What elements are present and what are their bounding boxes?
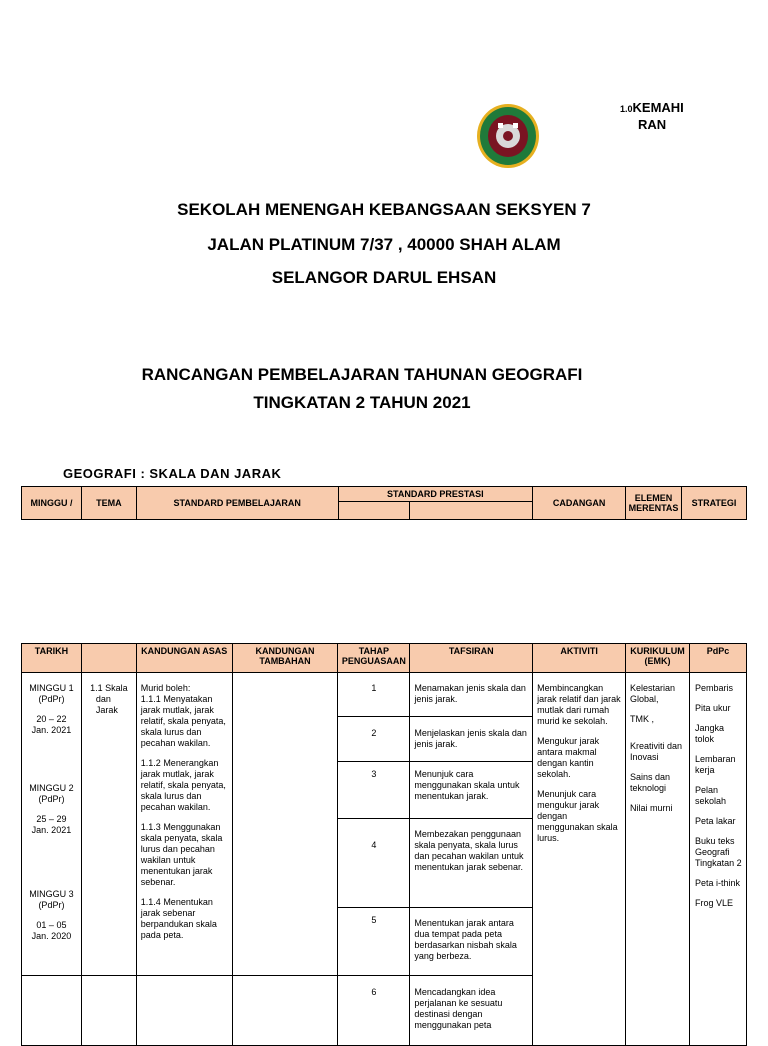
col-tarikh: TARIKH: [22, 644, 82, 673]
week-3: MINGGU 3 (PdPr) 01 – 05 Jan. 2020: [29, 889, 74, 941]
week-1: MINGGU 1 (PdPr) 20 – 22 Jan. 2021: [29, 683, 74, 735]
col-kandungan-asas: KANDUNGAN ASAS: [136, 644, 232, 673]
aktiviti-cell: Membincangkan jarak relatif dan jarak mutlak dari rumah murid ke sekolah. Mengukur jarak antara makmal dengan kantin sekolah. Menunjuk cara mengukur jarak dengan menggunakan skala lurus.: [533, 673, 626, 1046]
level-1-text: Menamakan jenis skala dan jenis jarak.: [410, 673, 533, 717]
plan-title: RANCANGAN PEMBELAJARAN TAHUNAN GEOGRAFI: [141, 365, 583, 384]
plan-detail-table: [21, 643, 747, 1046]
col-prestasi-sub-2: [410, 502, 533, 520]
pdpc-cell: Pembaris Pita ukur Jangka tolok Lembaran kerja Pelan sekolah Peta lakar Buku teks Geografi Tingkatan 2 Peta i-think Frog VLE: [689, 673, 746, 1046]
col-kandungan-tambahan: KANDUNGAN TAMBAHAN: [232, 644, 338, 673]
level-6-cell: 6: [338, 976, 410, 1046]
col-aktiviti: AKTIVITI: [533, 644, 626, 673]
col-cadangan: CADANGAN: [533, 487, 626, 520]
col-minggu: MINGGU /: [22, 487, 82, 520]
level-4-text: Membezakan penggunaan skala penyata, skala lurus dan pecahan wakilan untuk menentukan jarak sebenar.: [410, 819, 533, 908]
plan-subtitle: TINGKATAN 2 TAHUN 2021: [253, 393, 471, 412]
col-blank: [81, 644, 136, 673]
col-standard-pembelajaran: STANDARD PEMBELAJARAN: [136, 487, 338, 520]
level-3-text: Menunjuk cara menggunakan skala untuk menentukan jarak.: [410, 762, 533, 819]
col-standard-prestasi: STANDARD PRESTASI: [338, 487, 533, 502]
level-3-cell: 3: [338, 762, 410, 819]
tarikh-cell: [22, 673, 82, 976]
kurikulum-cell: Kelestarian Global, TMK , Kreativiti dan Inovasi Sains dan teknologi Nilai murni: [626, 673, 690, 1046]
level-1-cell: 1: [338, 673, 410, 717]
kandungan-tambahan-cell: [232, 673, 338, 976]
col-tahap-penguasaan: TAHAP PENGUASAAN: [338, 644, 410, 673]
school-address-line-2: SELANGOR DARUL EHSAN: [271, 268, 497, 287]
subject-heading: GEOGRAFI : SKALA DAN JARAK: [63, 466, 282, 481]
kandungan-asas-cell: Murid boleh: 1.1.1 Menyatakan jarak mutlak, jarak relatif, skala penyata, skala lurus dan pecahan wakilan. 1.1.2 Menerangkan jarak mutlak, jarak relatif, skala penyata, skala lurus dan pecahan wakilan. 1.1.3 Menggunakan skala penyata, skala lurus dan pecahan wakilan untuk menentukan jarak sebenar. 1.1.4 Menentukan jarak sebenar berpandukan skala pada peta.: [136, 673, 232, 976]
section-line-1: KEMAHI: [632, 100, 684, 115]
col-tema: TEMA: [81, 487, 136, 520]
school-name: SEKOLAH MENENGAH KEBANGSAAN SEKSYEN 7: [177, 200, 591, 219]
section-line-2: RAN: [638, 117, 667, 132]
level-6-text: Mencadangkan idea perjalanan ke sesuatu destinasi dengan menggunakan peta: [410, 976, 533, 1046]
school-address-line-1: JALAN PLATINUM 7/37 , 40000 SHAH ALAM: [207, 235, 561, 254]
col-strategi: STRATEGI: [682, 487, 747, 520]
col-prestasi-sub-1: [338, 502, 410, 520]
col-kurikulum: KURIKULUM (EMK): [626, 644, 690, 673]
col-tafsiran: TAFSIRAN: [410, 644, 533, 673]
school-logo: [476, 103, 540, 169]
level-5-text: Menentukan jarak antara dua tempat pada peta berdasarkan nisbah skala yang berbeza.: [410, 908, 533, 976]
col-pdpc: PdPc: [689, 644, 746, 673]
plan-header-table: [21, 486, 747, 520]
section-number-label: [620, 100, 684, 132]
section-prefix: 1.0: [620, 104, 633, 114]
level-4-cell: 4: [338, 819, 410, 908]
level-5-cell: 5: [338, 908, 410, 976]
col-elemen-merentas: ELEMEN MERENTAS: [626, 487, 682, 520]
week-2: MINGGU 2 (PdPr) 25 – 29 Jan. 2021: [29, 783, 74, 835]
tema-cell: 1.1 Skala dan Jarak: [81, 673, 136, 976]
level-2-text: Menjelaskan jenis skala dan jenis jarak.: [410, 717, 533, 762]
level-2-cell: 2: [338, 717, 410, 762]
